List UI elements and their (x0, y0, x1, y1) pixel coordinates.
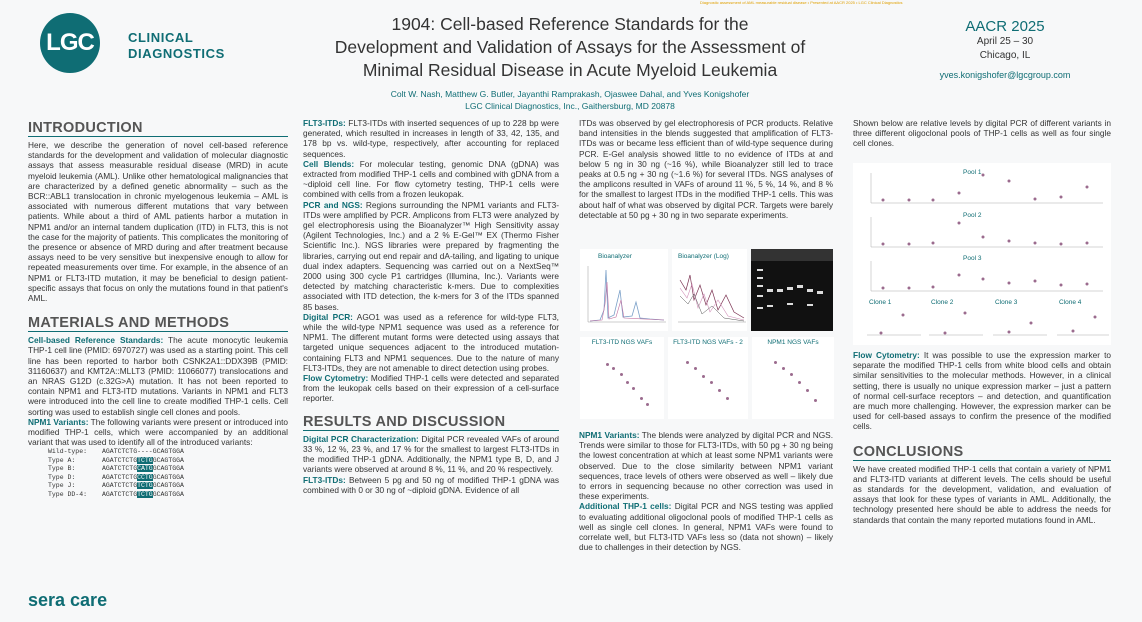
bioanalyzer-log-figure (672, 249, 747, 331)
lgc-logo (40, 13, 100, 73)
column-3-bottom (579, 430, 833, 552)
e-gel-image (751, 249, 833, 331)
title-line-1: 1904: Cell-based Reference Standards for the (391, 14, 749, 34)
column-4 (853, 118, 1111, 149)
sequence-row: Type J: AGATCTCTGTCTGGCAGTGGA (48, 482, 184, 490)
clone-4-label: Clone 4 (1059, 299, 1082, 306)
npm1-ngs-vafs-figure (752, 337, 834, 419)
flow-paragraph: Flow Cytometry: Modified THP-1 cells were detected and separated from the leukopak cells based on their expression of a cell-surface reporter. (303, 373, 559, 404)
contact-email[interactable]: yves.konigshofer@lgcgroup.com (939, 70, 1071, 80)
logo-text: LGC (46, 29, 94, 56)
title-line-3: Minimal Residual Disease in Acute Myeloid Leukemia (362, 60, 778, 80)
ngs-vafs-figure-1 (580, 337, 664, 419)
conclusions-heading: CONCLUSIONS (853, 444, 1111, 461)
npm1-variants-paragraph: NPM1 Variants: The blends were analyzed by digital PCR and NGS. Trends were similar to those for FLT3-ITDs, with 50 pg + 30 ng being the lowest concentration at which at least some NPM1 variants were observed. Due to the close similarity between NPM1 variant sequences, trace levels of others were observed as well – likely due to errors in sequencing because no other correction was used in these experiments. (579, 430, 834, 502)
pool-2-label: Pool 2 (963, 212, 982, 219)
poster-title (300, 13, 840, 82)
flow-cytometry-paragraph: Flow Cytometry: It was possible to use the expression marker to separate the modified THP-1 cells from white blood cells and obtain similar sensitivities to the molecular methods. However, in a clinical setting, there is usually no unique expression marker – just a pattern of normal cell-surface receptors – and detection, and quantification are much more challenging. However, the expression marker can be used for cell-based assays to confirm the presence of the modified cells. (853, 350, 1111, 432)
col4-text-top: Shown below are relative levels by digital PCR of different variants in three different oligoclonal pools of THP-1 cells as well as four single cell clones. (853, 118, 1111, 149)
author-block (290, 88, 850, 112)
seracare-logo: sera care (28, 590, 108, 610)
column-2 (303, 118, 559, 495)
brand-line-2: DIAGNOSTICS (128, 46, 225, 61)
conclusions-text: We have created modified THP-1 cells that contain a variety of NPM1 and FLT3-ITD variants at different levels. The cells should be useful as standards for the development, validation, and evaluation of assays that look for these types of variants in AML. Additionally, the technology presented here should be able to address the needs for standards that contain the many reported mutations found in AML. (853, 463, 1111, 525)
crs-label: Cell-based Reference Standards: (28, 335, 164, 346)
brand-name (128, 30, 225, 62)
authors: Colt W. Nash, Matthew G. Butler, Jayanthi Ramprakash, Ojaswee Dahal, and Yves Konigshofer (390, 89, 750, 99)
clone-3-label: Clone 3 (995, 299, 1018, 306)
crs-text: The acute monocytic leukemia THP-1 cell line (PMID: 6970727) was used as a starting point. This cell line has been reported to harbor both CSNK2A1::DDX39B (PMID: 31160637) and KMT2A::MLLT3 (PMID: 11066077) translocations and an NRAS G12D (c.32G>A) mutation. It has not been reported to contain NPM1 and FLT3-ITD mutations. Variants in NPM1 and FLT3 were introduced into the cell line to create modified THP-1 cells. Cell sorting was used to establish single cell clones and pools. (28, 335, 288, 417)
brand-line-1: CLINICAL (128, 30, 194, 45)
ngs-vafs-figure-2 (668, 337, 748, 419)
intro-text: Here, we describe the generation of novel cell-based reference standards for the development and validation of molecular diagnostic assays that assess measurable residual disease (MRD) in acute myeloid leukemia (AML). Unlike other hematological malignancies that are characterized by a defined genetic abnormality – such as the BCR::ABL1 translocation in chronic myelogenous leukemia – AML is associated with numerous different mutations that vary between patients. While about a third of AML patients harbor a mutation in NPM1 and/or an internal tandem duplication (ITD) in FLT3, this is not the case for the majority of patients. This complicates the monitoring of the presence or absence of MRD during and after treatment because assays need to be very sensitive but inexpensive enough to allow for repeated measurements over time. For example, in the absence of an NPM1 or FLT3-ITD mutation, it may be beneficial to design patient-specific assays that focus on only the mutations found in that patient's AML. (28, 140, 288, 304)
col3-text-top: ITDs was observed by gel electrophoresis of PCR products. Relative band intensities in the blends suggested that amplification of FLT3-ITDs was or became less efficient than of wild-type sequence during PCR. E-Gel analysis showed little to no evidence of ITDs at and below 5 ng in 30 ng (~16 %), while Bioanalyzer still led to trace peaks at 0.5 ng + 30 ng (~1.6 %) for several ITDs. NGS analyses of the amplicons resulted in VAFs of around 11 %, 5 %, 14 %, and 8 % for the smallest to largest ITDs in the modified THP-1 cells. This was about half of what was observed by digital PCR. Targets were barely detectable at 50 pg + 30 ng in two separate experiments. (579, 118, 833, 220)
conference-name: AACR 2025 (965, 18, 1045, 35)
sequence-row: Type A: AGATCTCTGTCTGGCAGTGGA (48, 456, 184, 464)
results-heading: RESULTS AND DISCUSSION (303, 414, 559, 431)
bioanalyzer-figure (580, 249, 668, 331)
ngs-vafs-label-2: FLT3-ITD NGS VAFs - 2 (673, 339, 743, 346)
conference-location: Chicago, IL (979, 50, 1031, 61)
npm1-label: NPM1 Variants: (28, 416, 89, 427)
column-4-bottom (853, 350, 1111, 525)
affiliation: LGC Clinical Diagnostics, Inc., Gaithersburg, MD 20878 (465, 101, 675, 111)
dpcr-char-paragraph: Digital PCR Characterization: Digital PCR revealed VAFs of around 33 %, 12 %, 23 %, and 17 % for the smallest to largest FLT3-ITDs in the modified THP-1 gDNA. Additionally, the NPM1 type B, D, and J variants were observed at around 8 %, 11 %, and 20 % respectively. (303, 433, 559, 475)
npm1-paragraph (28, 417, 288, 448)
bioanalyzer-trace (580, 260, 668, 330)
bioanalyzer-log-trace (672, 260, 747, 330)
pool-1-label: Pool 1 (963, 169, 982, 176)
pools-clones-figure (853, 163, 1111, 345)
sequence-row: Type DD-4: AGATCTCTGTCTGGCAGTGGA (48, 490, 184, 498)
npm1-text: The following variants were present or introduced into modified THP-1 cells, which were accompanied by an additional variant that was used to identify all of the introduced variants: (28, 416, 288, 448)
itd2-paragraph: FLT3-ITDs: Between 5 pg and 50 ng of modified THP-1 gDNA was combined with 0 or 30 ng of ~diploid gDNA. Evidence of all (303, 474, 559, 495)
clone-1-label: Clone 1 (869, 299, 892, 306)
bioanalyzer-log-label: Bioanalyzer (Log) (678, 253, 729, 260)
methods-heading: MATERIALS AND METHODS (28, 315, 288, 332)
intro-heading: INTRODUCTION (28, 120, 288, 137)
pool-3-label: Pool 3 (963, 255, 982, 262)
title-line-2: Development and Validation of Assays for the Assessment of (334, 37, 806, 57)
sequence-row: Wild-type: AGATCTCTG----GCAGTGGA (48, 448, 184, 456)
blends-paragraph: Cell Blends: For molecular testing, genomic DNA (gDNA) was extracted from modified THP-1 cells and combined with gDNA from a ~diploid cell line. For flow cytometry testing, THP-1 cells were combined with cells from a frozen leukopak. (303, 158, 559, 200)
sequence-table (48, 448, 288, 498)
top-strip: Diagnostic assessment of AML measurable residual disease • Presented at AACR 2025 • LGC Clinical Diagnostics (700, 0, 903, 5)
bioanalyzer-label: Bioanalyzer (598, 253, 632, 260)
itd-paragraph: FLT3-ITDs: FLT3-ITDs with inserted sequences of up to 228 bp were generated, which resulted in increases in length of 33, 42, 135, and 178 bp vs. wild-type, respectively, after accounting for replaced sequences. (303, 118, 559, 159)
sequence-row: Type D: AGATCTCTGCCTGGCAGTGGA (48, 473, 184, 481)
npm1-ngs-vafs-label: NPM1 NGS VAFs (767, 339, 819, 346)
column-3 (579, 118, 833, 220)
pools-axes (853, 163, 1111, 345)
dpcr-paragraph: Digital PCR: AGO1 was used as a reference for wild-type FLT3, while the wild-type NPM1 sequence was used as a reference for NPM1. The different mutant forms were detected using assays that targeted unique sequences adjacent to the introduced mutation-containing FLT3 and NPM1 sequences. Due to the nature of many FLT3-ITDs, they are not amenable to direct detection using probes. (303, 311, 559, 373)
sequence-row: Type B: AGATCTCTGCATGGCAGTGGA (48, 465, 184, 473)
conference-dates: April 25 – 30 (976, 36, 1034, 47)
ngs-vafs-label-1: FLT3-ITD NGS VAFs (591, 339, 653, 346)
clone-2-label: Clone 2 (931, 299, 954, 306)
column-1 (28, 120, 288, 499)
conference-info (925, 18, 1085, 80)
crs-paragraph (28, 335, 288, 417)
additional-cells-paragraph: Additional THP-1 cells: Digital PCR and NGS testing was applied to evaluating additional oligoclonal pools of modified THP-1 cells as well as single cell clones. In general, NPM1 VAFs were found to correlate well, but FLT3-ITD VAFs less so (data not shown) – likely due to challenges in their detection by NGS. (579, 501, 833, 553)
pcr-paragraph: PCR and NGS: Regions surrounding the NPM1 variants and FLT3-ITDs were amplified by PCR. Amplicons from FLT3 were analyzed by gel electrophoresis using the Bioanalyzer™ High Sensitivity assay (Agilent Technologies, Inc.) and a 2 % E-Gel™ EX (Thermo Fisher Scientific Inc.). NGS libraries were prepared by fragmenting the libraries, carrying out end repair and dA-tailing, and ligating to unique dual index adapters. Sequencing was carried out on a NextSeq™ 2000 using 300 cycle P1 cartridges (Illumina, Inc.). Variants were detected by matching characteristic k-mers. Due to complexities associated with ITD detection, the k-mers for 3 of the ITDs spanned 85 bases. (303, 199, 559, 312)
